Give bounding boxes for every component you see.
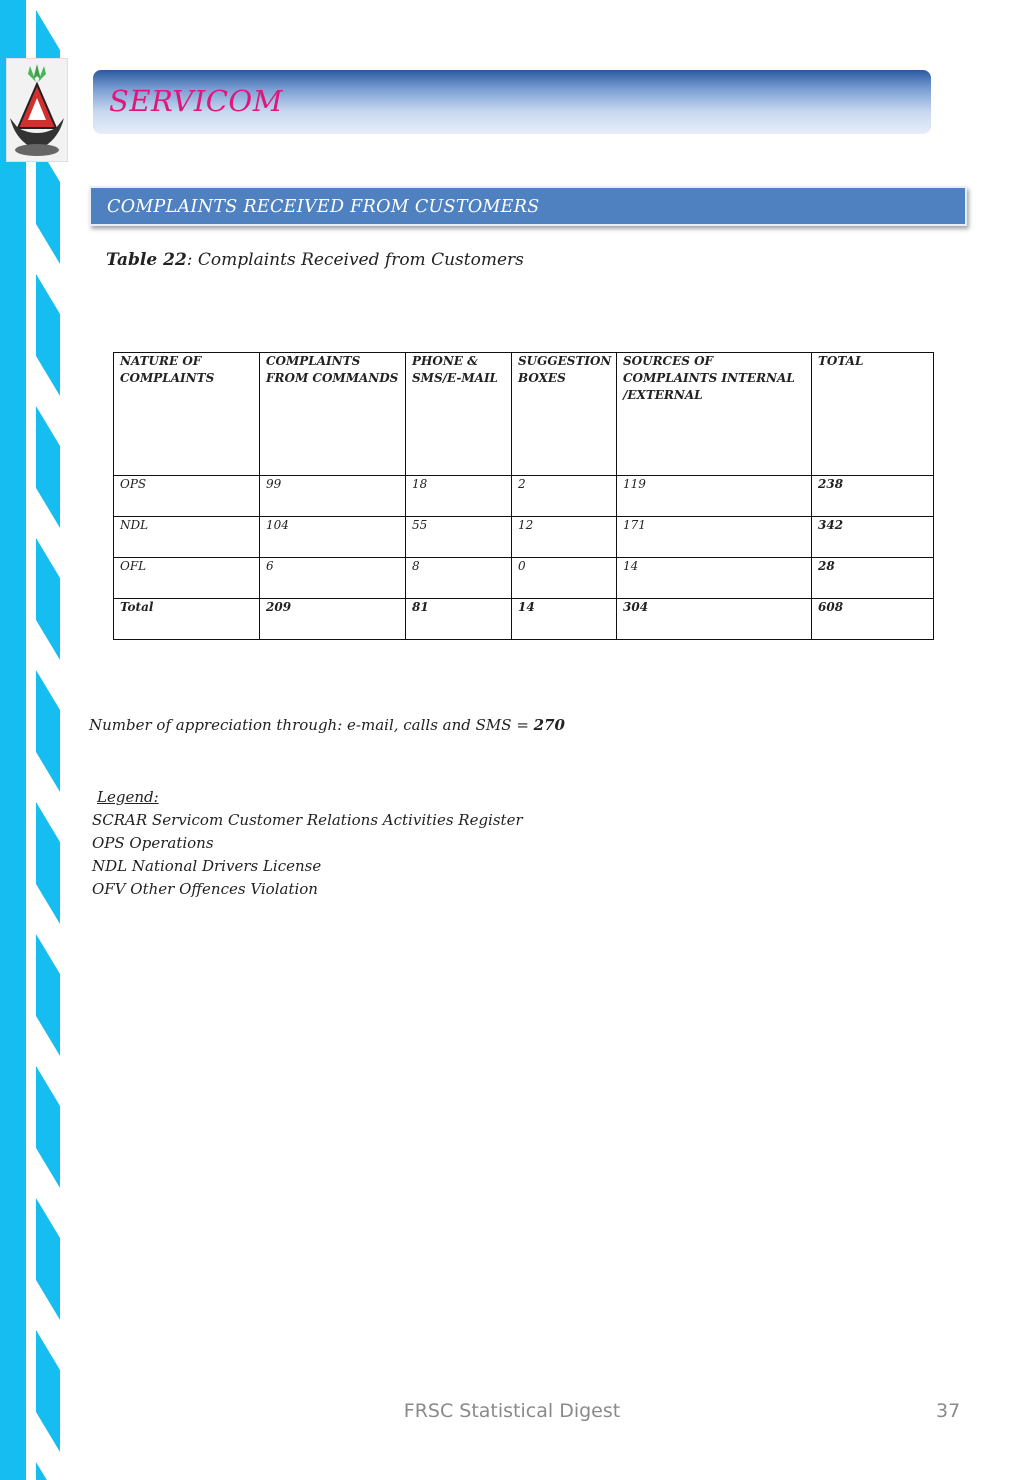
stripe-chevron [36, 406, 60, 528]
header-phone-sms: PHONE & SMS/E-MAIL [406, 353, 512, 476]
table-cell: OPS [114, 476, 260, 517]
table-cell: 2 [512, 476, 617, 517]
legend-item: NDL National Drivers License [92, 857, 322, 875]
stripe-chevron [36, 1330, 60, 1452]
table-cell: 119 [617, 476, 812, 517]
appreciation-value: 270 [533, 716, 565, 734]
header-commands: COMPLAINTS FROM COMMANDS [260, 353, 406, 476]
section-title: COMPLAINTS RECEIVED FROM CUSTOMERS [107, 197, 540, 217]
table-header-row [114, 353, 934, 476]
stripe-chevron [36, 274, 60, 396]
table-cell: 104 [260, 517, 406, 558]
appreciation-line [89, 716, 565, 734]
stripe-chevron [36, 538, 60, 660]
table-cell: 238 [812, 476, 934, 517]
table-cell: 304 [617, 599, 812, 640]
frsc-logo-icon [6, 58, 68, 162]
legend-title: Legend: [97, 788, 159, 806]
decorative-stripe [0, 0, 70, 1480]
table-cell: 6 [260, 558, 406, 599]
footer-title: FRSC Statistical Digest [403, 1400, 621, 1422]
header-sources: SOURCES OF COMPLAINTS INTERNAL /EXTERNAL [617, 353, 812, 476]
stripe-chevron [36, 670, 60, 792]
stripe-chevron [36, 1198, 60, 1320]
table-total-row [114, 599, 934, 640]
table-caption [106, 250, 524, 270]
table-cell: 14 [617, 558, 812, 599]
stripe-chevron [36, 802, 60, 924]
table-cell: 14 [512, 599, 617, 640]
table-caption-text: : Complaints Received from Customers [186, 250, 524, 270]
table-row [114, 558, 934, 599]
table-cell: OFL [114, 558, 260, 599]
appreciation-text: Number of appreciation through: e-mail, calls and SMS = [89, 716, 534, 734]
banner-title: SERVICOM [109, 84, 283, 118]
header-suggestion-boxes: SUGGESTION BOXES [512, 353, 617, 476]
table-cell: 12 [512, 517, 617, 558]
table-cell: Total [114, 599, 260, 640]
table-cell: 18 [406, 476, 512, 517]
header-nature: NATURE OF COMPLAINTS [114, 353, 260, 476]
complaints-table [113, 352, 934, 640]
table-cell: 28 [812, 558, 934, 599]
table-caption-label: Table 22 [106, 250, 187, 270]
legend-item: SCRAR Servicom Customer Relations Activities Register [92, 811, 523, 829]
section-header [89, 186, 967, 226]
table-cell: 171 [617, 517, 812, 558]
table-cell: 209 [260, 599, 406, 640]
stripe-chevron [36, 1066, 60, 1188]
stripe-chevron [36, 1462, 60, 1480]
table-row [114, 476, 934, 517]
table-cell: 81 [406, 599, 512, 640]
table-cell: 8 [406, 558, 512, 599]
stripe-chevron [36, 934, 60, 1056]
page-number: 37 [936, 1400, 961, 1422]
table-cell: 99 [260, 476, 406, 517]
table-cell: 0 [512, 558, 617, 599]
table-cell: 55 [406, 517, 512, 558]
header-total: TOTAL [812, 353, 934, 476]
legend-item: OPS Operations [92, 834, 214, 852]
table-cell: NDL [114, 517, 260, 558]
table-cell: 608 [812, 599, 934, 640]
servicom-banner [93, 70, 931, 134]
table-cell: 342 [812, 517, 934, 558]
table-row [114, 517, 934, 558]
legend [92, 786, 523, 901]
legend-item: OFV Other Offences Violation [92, 880, 318, 898]
